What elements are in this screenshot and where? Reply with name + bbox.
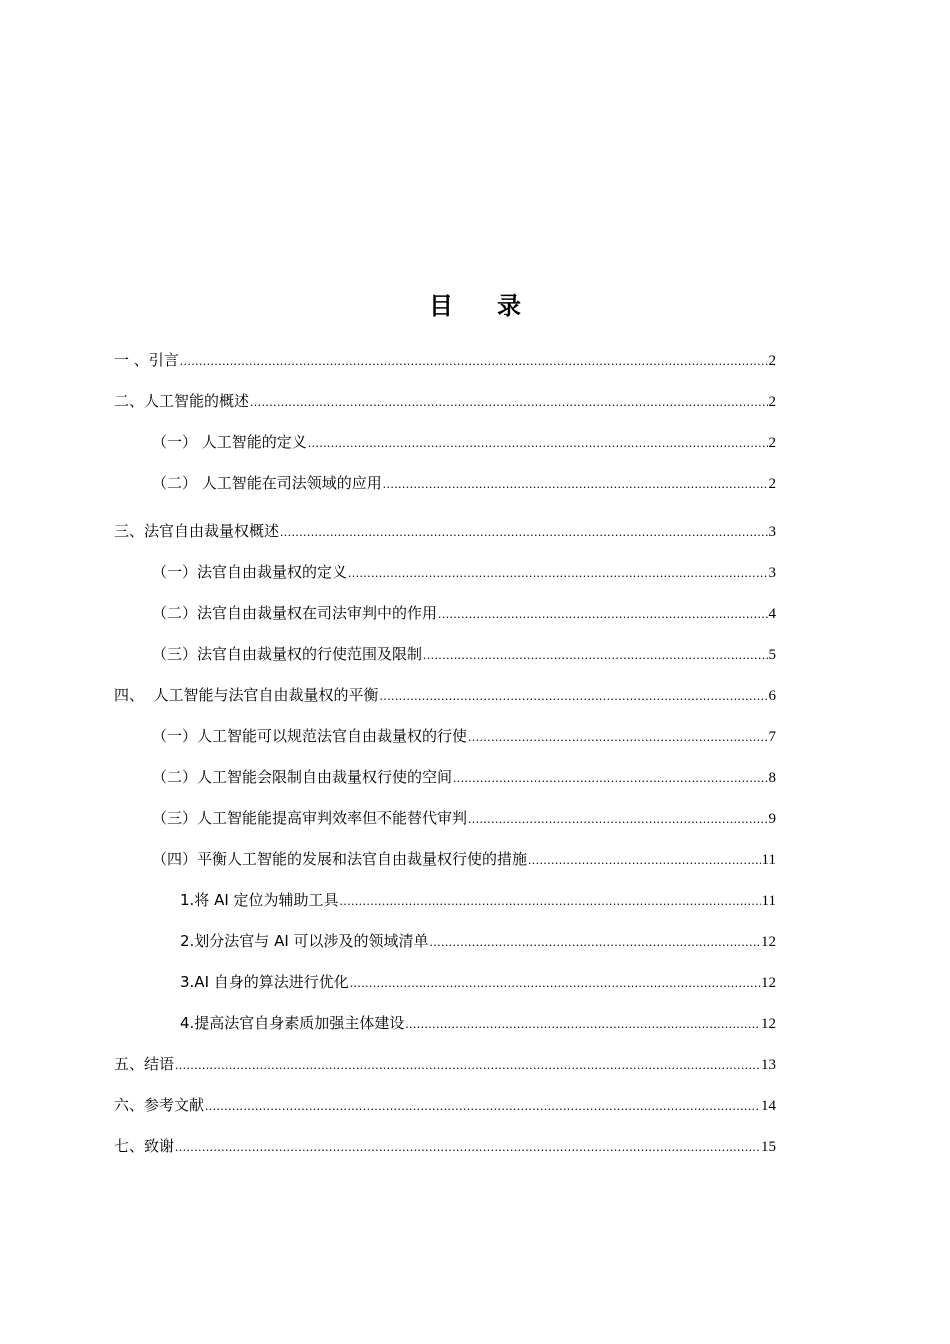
toc-entry-page: 13 — [761, 1057, 776, 1073]
toc-entry-references[interactable] — [114, 1094, 776, 1116]
toc-entry-page: 2 — [768, 353, 776, 369]
toc-entry-page: 3 — [768, 524, 776, 540]
dot-leader — [348, 562, 767, 584]
toc-entry-page: 9 — [768, 811, 776, 827]
toc-entry-page: 2 — [768, 476, 776, 492]
toc-entry-page: 7 — [768, 729, 776, 745]
toc-entry-label: （三）人工智能能提高审判效率但不能替代审判 — [152, 809, 468, 827]
toc-entry-label: （三）法官自由裁量权的行使范围及限制 — [152, 645, 423, 663]
dot-leader — [180, 350, 768, 372]
toc-entry-label: 2.划分法官与 AI 可以涉及的领域清单 — [180, 932, 429, 950]
toc-entry-page: 2 — [768, 435, 776, 451]
toc-entry-label: 3.AI 自身的算法进行优化 — [180, 973, 349, 991]
toc-entry-page: 3 — [768, 565, 776, 581]
toc-entry-page: 8 — [768, 770, 776, 786]
toc-entry-page: 4 — [768, 606, 776, 622]
toc-entry-discretion-overview[interactable] — [114, 520, 776, 542]
dot-leader — [308, 432, 768, 454]
toc-entry-ai-limits[interactable] — [152, 766, 776, 788]
toc-entry-introduction[interactable] — [114, 349, 776, 371]
dot-leader — [453, 767, 767, 789]
toc-entry-label: （一） 人工智能的定义 — [152, 433, 307, 451]
toc-entry-conclusion[interactable] — [114, 1053, 776, 1075]
toc-entry-page: 6 — [768, 688, 776, 704]
toc-entry-page: 12 — [761, 934, 776, 950]
dot-leader — [380, 685, 768, 707]
dot-leader — [205, 1095, 760, 1117]
toc-entry-page: 12 — [761, 1016, 776, 1032]
toc-title-char-1: 目 — [429, 291, 453, 320]
toc-entry-acknowledgements[interactable] — [114, 1135, 776, 1157]
toc-entry-label: 四、 人工智能与法官自由裁量权的平衡 — [114, 686, 379, 704]
toc-entry-page: 15 — [761, 1139, 776, 1155]
dot-leader — [423, 644, 767, 666]
dot-leader — [340, 890, 761, 912]
toc-entry-page: 12 — [761, 975, 776, 991]
dot-leader — [430, 931, 760, 953]
toc-entry-discretion-role[interactable] — [152, 602, 776, 624]
toc-entry-label: 1.将 AI 定位为辅助工具 — [180, 891, 339, 909]
dot-leader — [280, 521, 767, 543]
toc-entry-ai-overview[interactable] — [114, 390, 776, 412]
dot-leader — [468, 726, 767, 748]
toc-entry-page: 14 — [761, 1098, 776, 1114]
dot-leader — [468, 808, 767, 830]
toc-entry-label: （一）法官自由裁量权的定义 — [152, 563, 348, 581]
toc-entry-balance-measures[interactable] — [152, 848, 776, 870]
toc-entry-label: （二） 人工智能在司法领域的应用 — [152, 474, 382, 492]
toc-entry-ai-efficiency[interactable] — [152, 807, 776, 829]
dot-leader — [528, 849, 761, 871]
toc-entry-label: 七、致谢 — [114, 1137, 175, 1155]
toc-entry-label: 五、结语 — [114, 1055, 175, 1073]
dot-leader — [350, 972, 760, 994]
dot-leader — [175, 1136, 760, 1158]
dot-leader — [438, 603, 767, 625]
toc-entry-label: （二）人工智能会限制自由裁量权行使的空间 — [152, 768, 453, 786]
toc-entry-algorithm-optimization[interactable] — [180, 971, 776, 993]
toc-entry-label: （四）平衡人工智能的发展和法官自由裁量权行使的措施 — [152, 850, 528, 868]
toc-entry-ai-auxiliary-tool[interactable] — [180, 889, 776, 911]
toc-entry-page: 2 — [768, 394, 776, 410]
dot-leader — [250, 391, 767, 413]
toc-entry-label: 4.提高法官自身素质加强主体建设 — [180, 1014, 405, 1032]
toc-entry-page: 11 — [761, 852, 776, 868]
toc-entry-domain-list[interactable] — [180, 930, 776, 952]
toc-entry-label: 六、参考文献 — [114, 1096, 205, 1114]
toc-entry-ai-definition[interactable] — [152, 431, 776, 453]
toc-entry-discretion-scope[interactable] — [152, 643, 776, 665]
dot-leader — [383, 473, 768, 495]
toc-entry-label: （二）法官自由裁量权在司法审判中的作用 — [152, 604, 438, 622]
toc-entry-label: 一 、引言 — [114, 351, 179, 369]
toc-entry-ai-judicial-application[interactable] — [152, 472, 776, 494]
dot-leader — [405, 1013, 760, 1035]
toc-entry-label: （一）人工智能可以规范法官自由裁量权的行使 — [152, 727, 468, 745]
toc-entry-balance[interactable] — [114, 684, 776, 706]
toc-entry-page: 11 — [761, 893, 776, 909]
toc-entry-label: 三、法官自由裁量权概述 — [114, 522, 280, 540]
toc-entry-discretion-definition[interactable] — [152, 561, 776, 583]
toc-entry-judge-quality[interactable] — [180, 1012, 776, 1034]
toc-entry-label: 二、人工智能的概述 — [114, 392, 250, 410]
toc-entry-ai-regulates[interactable] — [152, 725, 776, 747]
toc-entry-page: 5 — [768, 647, 776, 663]
toc-title-char-2: 录 — [497, 291, 521, 320]
dot-leader — [175, 1054, 760, 1076]
